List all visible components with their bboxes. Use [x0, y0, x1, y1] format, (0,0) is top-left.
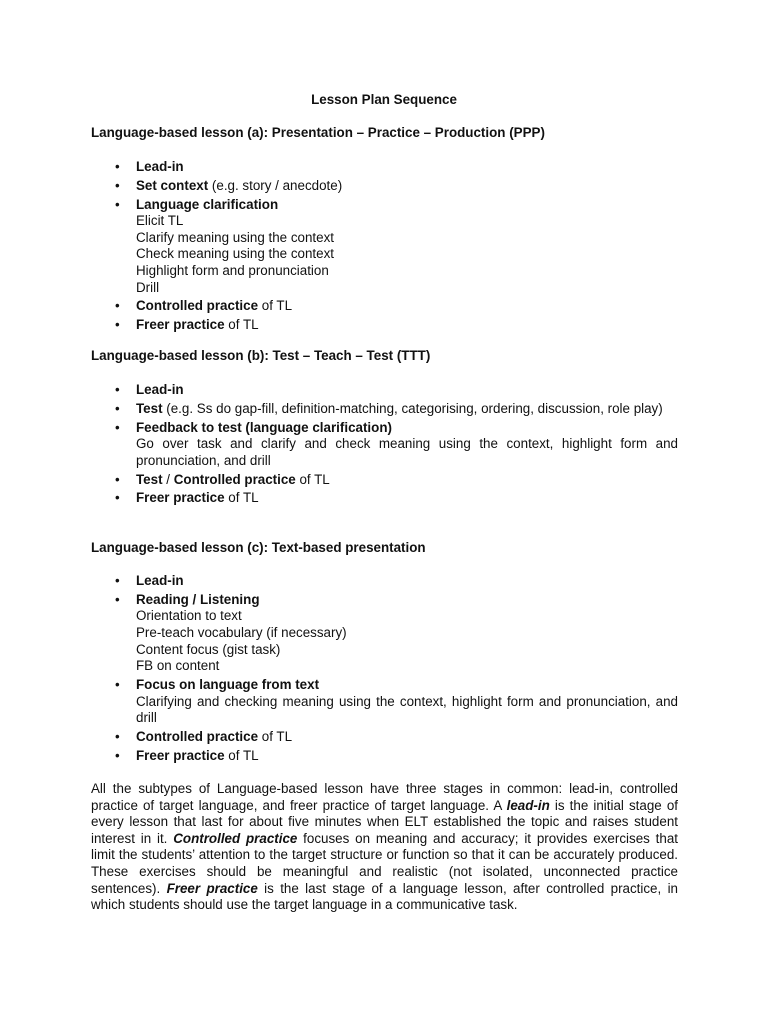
bullet-icon: •	[115, 676, 120, 692]
bullet-icon: •	[115, 298, 120, 314]
section-heading-text-based: Language-based lesson (c): Text-based presentation	[91, 540, 426, 555]
text-based-stage-list	[91, 573, 678, 766]
sub-step: Drill	[136, 279, 160, 295]
list-item: • Language clarification Elicit TL Clarify meaning using the context Check meaning using the context Highlight form and pronunciation Drill	[91, 197, 678, 297]
term-lead-in: lead-in	[506, 797, 550, 813]
sub-step: FB on content	[136, 658, 220, 674]
bullet-icon: •	[115, 419, 120, 435]
sub-step: Content focus (gist task)	[136, 641, 281, 657]
list-item: • Reading / Listening Orientation to text Pre-teach vocabulary (if necessary) Content focus (gist task) FB on content	[91, 592, 678, 675]
page-title: Lesson Plan Sequence	[311, 92, 457, 107]
bullet-icon: •	[115, 728, 120, 744]
section-heading-ttt: Language-based lesson (b): Test – Teach – Test (TTT)	[91, 348, 431, 363]
list-item: • Freer practice of TL	[115, 747, 259, 763]
list-item: • Test / Controlled practice of TL	[115, 471, 330, 487]
bullet-icon: •	[115, 573, 120, 588]
section-heading-ppp: Language-based lesson (a): Presentation – Practice – Production (PPP)	[91, 125, 545, 140]
bullet-icon: •	[115, 400, 120, 416]
list-item: • Freer practice of TL	[115, 490, 259, 506]
term-controlled-practice: Controlled practice	[173, 830, 298, 846]
ttt-stage-list	[91, 382, 678, 509]
list-item: • Lead-in	[115, 573, 184, 588]
ppp-stage-list	[91, 159, 678, 336]
list-item: • Lead-in	[115, 159, 184, 174]
list-item: • Feedback to test (language clarification) Go over task and clarify and check meaning using the context, highlight form and pronunciation, and drill	[115, 419, 678, 468]
sub-step: Clarify meaning using the context	[136, 229, 334, 245]
bullet-icon: •	[115, 591, 120, 607]
bullet-icon: •	[115, 317, 120, 333]
summary-paragraph: All the subtypes of Language-based lesson have three stages in common: lead-in, controlled practice of target language, and freer practice of target language. A lead-in is the initial stage of every lesson that last for about five minutes when ELT established the topic and raises student interest in it. Controlled practice focuses on meaning and accuracy; it provides exercises that limit the students’ attention to the target structure or function so that it can be accurately produced. These exercises should be meaningful and realistic (not isolated, unconnected practice sentences). Freer practice is the last stage of a language lesson, after controlled practice, in which students should use the target language in a communicative task.	[91, 781, 679, 913]
bullet-icon: •	[115, 490, 120, 506]
sub-step: Check meaning using the context	[136, 246, 335, 262]
term-freer-practice: Freer practice	[166, 880, 258, 896]
sub-step: Orientation to text	[136, 608, 242, 624]
sub-step: Clarifying and checking meaning using the context, highlight form and pronunciation, and drill	[136, 693, 678, 726]
sub-step: Pre-teach vocabulary (if necessary)	[136, 624, 347, 640]
bullet-icon: •	[115, 382, 120, 397]
sub-step: Elicit TL	[136, 213, 184, 229]
bullet-icon: •	[115, 747, 120, 763]
list-item: • Controlled practice of TL	[115, 728, 293, 744]
list-item: • Lead-in	[115, 382, 184, 397]
list-item: • Test (e.g. Ss do gap-fill, definition-matching, categorising, ordering, discussion, role play)	[115, 400, 663, 416]
bullet-icon: •	[115, 196, 120, 212]
bullet-icon: •	[115, 177, 120, 193]
bullet-icon: •	[115, 159, 120, 174]
bullet-icon: •	[115, 471, 120, 487]
sub-step: Go over task and clarify and check meaning using the context, highlight form and pronunciation, and drill	[136, 436, 678, 468]
list-item: • Set context (e.g. story / anecdote)	[115, 177, 343, 193]
sub-step: Highlight form and pronunciation	[136, 262, 329, 278]
list-item: • Freer practice of TL	[115, 317, 259, 333]
list-item: • Focus on language from text Clarifying and checking meaning using the context, highlight form and pronunciation, and drill	[115, 676, 678, 726]
list-item: • Controlled practice of TL	[115, 298, 293, 314]
